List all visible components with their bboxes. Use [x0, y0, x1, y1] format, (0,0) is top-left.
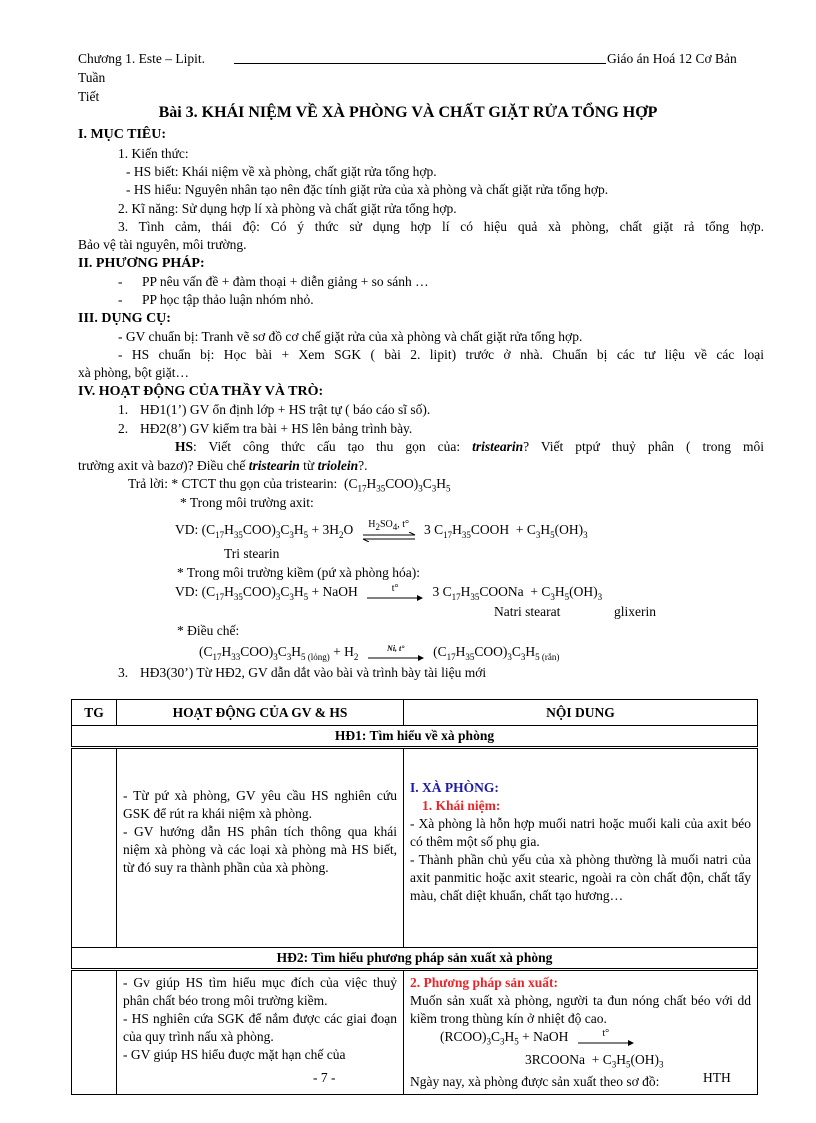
hd1-activity-cell [117, 748, 404, 948]
objective-understand: - HS hiểu: Nguyên nhân tạo nên đặc tính giặt rửa của xà phòng và chất giặt rửa tổng hợp. [126, 182, 609, 197]
question-text-e: ?. [358, 458, 368, 473]
question-hs-label: HS [175, 439, 194, 454]
synthesis-arrow-icon: Ni, t° [366, 644, 426, 662]
activity-number-2: 2. [118, 421, 129, 436]
activity-table [71, 699, 758, 1095]
objective-attitude-cont: Bảo vệ tài nguyên, môi trường. [78, 237, 247, 252]
hd1-activity-text: - Từ pứ xà phòng, GV yêu cầu HS nghiên cứu GSK để rút ra khái niệm xà phòng. - GV hướng dẫn HS phân tích thông qua khái niệm xà phòng và các loại xà phòng mà HS biết, từ đó suy ra thành phần của xà phòng. [123, 788, 397, 875]
hd1-heading: HĐ1: Tìm hiểu về xà phòng [72, 726, 758, 748]
answer-label: Trả lời: * CTCT thu gọn của tristearin: [128, 476, 338, 491]
hd1-content-p2: - Thành phần chủ yếu của xà phòng thường là muối natri của axit panmitic hoặc axit stearic, ngoài ra còn chất độn, chất tẩy màu, chất diệt khuẩn, chất tạo hương… [410, 852, 751, 903]
saponification-arrow-icon: t° [576, 1029, 636, 1047]
section-objectives-heading: I. MỤC TIÊU: [78, 127, 167, 142]
hd1-time-cell [72, 748, 117, 948]
objective-knowledge: 1. Kiến thức: [118, 146, 189, 161]
equation-synthesis: $(C_{17}H_{33}COO)_3C_3H_{5 (lỏng)} + H_2$ Ni, t° $(C_{17}H_{35}COO)_3C_3H_{5 (rắn)}$ [199, 644, 560, 662]
reaction-arrow-icon: t° [365, 584, 425, 602]
activity-1: HĐ1(1’) GV ổn định lớp + HS trật tự ( báo cáo sĩ số). [140, 402, 431, 417]
activity-2: HĐ2(8’) GV kiểm tra bài + HS lên bảng trình bày. [140, 421, 413, 436]
header-chapter: Chương 1. Este – Lipit. [78, 51, 205, 66]
question-tristearin: tristearin [472, 439, 524, 454]
question-text-d: từ [299, 458, 318, 473]
table-row [72, 970, 758, 1095]
page-number: - 7 - [313, 1070, 336, 1085]
question-text-a: : Viết công thức cấu tạo thu gọn của: [193, 439, 473, 454]
dieuche-label: * Điều chế: [177, 623, 240, 638]
objective-skill: 2. Kĩ năng: Sử dụng hợp lí xà phòng và chất giặt rửa tổng hợp. [118, 201, 457, 216]
tools-student-cont: xà phòng, bột giặt… [78, 365, 189, 380]
tools-student: - HS chuẩn bị: Học bài + Xem SGK ( bài 2. lipit) trước ở nhà. Chuẩn bị các tư liệu về các loại [118, 347, 764, 362]
activity-number-1: 1. [118, 402, 129, 417]
hd1-content-title: I. XÀ PHÒNG: [410, 780, 499, 795]
table-section-row [72, 948, 758, 970]
question-tristearin-2: tristearin [248, 458, 300, 473]
col-header-content: NỘI DUNG [404, 700, 758, 726]
question-triolein: triolein [317, 458, 359, 473]
equation-base: VD: $(C_{17}H_{35}COO)_3C_3H_5$ + NaOH t° 3 $C_{17}H_{35}COONa + C_3H_5(OH)_3$ [175, 583, 603, 602]
hd2-activity-cell [117, 970, 404, 1095]
table-header-row [72, 700, 758, 726]
table-row [72, 748, 758, 948]
eq-acid-vd: VD: [175, 522, 199, 538]
section-tools-heading: III. DỤNG CỤ: [78, 311, 171, 326]
col-header-activity: HOẠT ĐỘNG CỦA GV & HS [117, 700, 404, 726]
method-dash-1: - [118, 274, 123, 289]
hd2-heading: HĐ2: Tìm hiểu phương pháp sản xuất xà phòng [72, 948, 758, 970]
answer-line: Trả lời: * CTCT thu gọn của tristearin: $(C_{17}H_{35}COO)_3C_3H_5$ [128, 476, 451, 494]
hd2-time-cell [72, 970, 117, 1095]
header-week: Tuần [78, 70, 106, 85]
method-1: PP nêu vấn đề + đàm thoại + diễn giảng + so sánh … [142, 274, 429, 289]
table-section-row [72, 726, 758, 748]
glixerin-label: glixerin [614, 604, 656, 619]
method-2: PP học tập thảo luận nhóm nhỏ. [142, 292, 314, 307]
question-line-2 [78, 458, 368, 474]
hd2-equation-products: 3RCOONa + $C_3H_5(OH)_3$ [525, 1051, 664, 1070]
header-period: Tiết [78, 89, 100, 104]
hd2-equation: $(RCOO)_3C_3H_5$ + NaOH t° [410, 1028, 751, 1051]
env-base-label: * Trong môi trường kiềm (pứ xà phòng hóa): [177, 565, 421, 580]
reversible-arrow-icon: $H_2SO_4$, t° [361, 520, 417, 542]
footer-author: HTH [703, 1070, 731, 1085]
header-divider [234, 63, 606, 64]
tools-teacher: - GV chuẩn bị: Tranh vẽ sơ đồ cơ chế giặt rửa của xà phòng và chất giặt rửa tổng hợp. [118, 329, 583, 344]
section-method-heading: II. PHƯƠNG PHÁP: [78, 256, 205, 271]
header-course: Giáo án Hoá 12 Cơ Bản [607, 51, 737, 66]
section-activities-heading: IV. HOẠT ĐỘNG CỦA THẦY VÀ TRÒ: [78, 384, 324, 399]
method-dash-2: - [118, 292, 123, 307]
hd1-content-cell [404, 748, 758, 948]
activity-number-3: 3. [118, 665, 129, 680]
objective-know: - HS biết: Khái niệm về xà phòng, chất giặt rửa tổng hợp. [126, 164, 437, 179]
hd2-content-p2: Ngày nay, xà phòng được sản xuất theo sơ đồ: [410, 1074, 660, 1090]
natri-stearat-label: Natri stearat [494, 604, 561, 619]
question-text-b: ? Viết ptpứ thuỷ phân ( trong môi [523, 439, 765, 454]
objective-attitude: 3. Tình cảm, thái độ: Có ý thức sử dụng hợp lí có hiệu quả xà phòng, chất giặt rả tổng hợp. [118, 219, 764, 234]
lesson-title: Bài 3. KHÁI NIỆM VỀ XÀ PHÒNG VÀ CHẤT GIẶT RỬA TỔNG HỢP [158, 104, 658, 121]
hd2-content-p1: Muốn sản xuất xà phòng, người ta đun nóng chất béo với dd kiềm trong thùng kín ở nhiệt độ cao. [410, 993, 751, 1026]
hd2-content-subtitle: 2. Phương pháp sản xuất: [410, 975, 558, 990]
equation-acid: VD: $(C_{17}H_{35}COO)_3C_3H_5 + 3H_2O$ $H_2SO_4$, t° 3 $C_{17}H_{35}COOH + C_3H_5(OH)_3$ [175, 520, 588, 542]
hd1-content-subtitle: 1. Khái niệm: [422, 798, 501, 813]
hd1-content-p1: - Xà phòng là hỗn hợp muối natri hoặc muối kali của axit béo có thêm một số phụ gia. [410, 816, 751, 849]
col-header-tg: TG [72, 700, 117, 726]
env-acid-label: * Trong môi trường axit: [180, 495, 314, 510]
tristearin-label: Tri stearin [224, 546, 280, 561]
question-text-c: trường axit và bazơ)? Điều chế [78, 458, 249, 473]
question-line-1 [175, 439, 764, 455]
hd2-activity-text: - Gv giúp HS tìm hiểu mục đích của việc thuỷ phân chất béo trong môi trường kiềm. - HS nghiên cứa SGK để nắm được các giai đoạn của quy trình nấu xà phòng. - GV giúp HS hiểu đuợc mặt hạn chế của [123, 975, 397, 1062]
activity-3: HĐ3(30’) Từ HĐ2, GV dẫn dắt vào bài và trình bày tài liệu mới [140, 665, 487, 680]
eq-base-vd: VD: [175, 584, 199, 600]
